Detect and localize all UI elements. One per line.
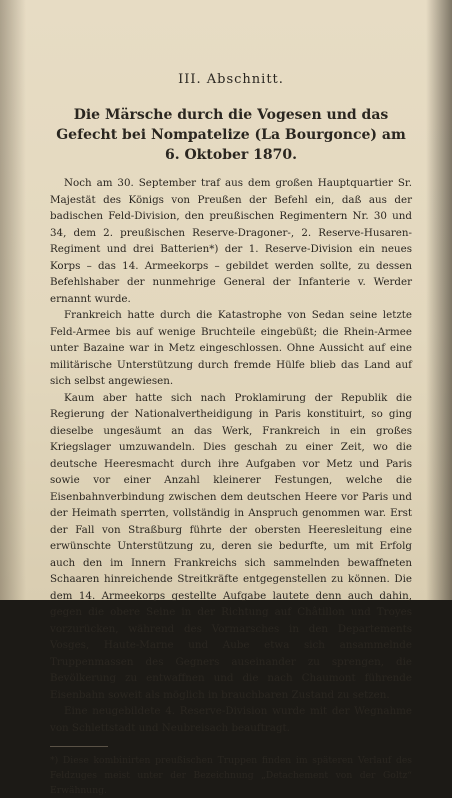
page-edge-shadow [426,0,452,600]
chapter-heading: Die Märsche durch die Vogesen und das Gefecht bei Nompatelize (La Bourgonce) am 6. Oktober 1870. [56,107,406,163]
paragraph: Kaum aber hatte sich nach Proklamirung der Republik die Regierung der Nationalvertheidigung in Paris konstituirt, so ging dieselbe ungesäumt an das Werk, Frankreich in ein großes Kriegslager umzuwandeln. Dies geschah zu einer Zeit, wo die deutsche Heeresmacht durch ihre Aufgaben vor Metz und Paris sowie vor einer Anzahl kleinerer Festungen, welche die Eisenbahnverbindung zwischen dem deutschen Heere vor Paris und der Heimath sperrten, vollständig in Anspruch genommen war. Erst der Fall von Straßburg führte der obersten Heeresleitung eine erwünschte Unterstützung zu, deren sie bedurfte, um mit Erfolg auch den im Innern Frankreichs sich sammelnden bewaffneten Schaaren hinreichende Streitkräfte entgegenstellen zu können. Die dem 14. Armeekorps gestellte Aufgabe lautete denn auch dahin, gegen die obere Seine in der Richtung auf Châtillon und Troyes vorzurücken, während des Vormarsches in den Departements Vosges, Haute-Marne und Aube etwa sich ansammelnde Truppenmassen des Gegners auseinander zu sprengen, die Bevölkerung zu entwaffnen und die nach Chaumont führende Eisenbahn soweit als möglich in brauchbaren Zustand zu setzen. [50,391,412,701]
paragraph: Eine neugebildete 4. Reserve-Division wurde mit der Wegnahme von Schlettstadt und Neubreisach beauftragt. [50,705,412,734]
page-content [50,72,412,798]
footnote: *) Diese kombinirten preußischen Truppen finden im späteren Verlauf des Feldzuges meist unter der Bezeichnung „Detachement von der Goltz“ Erwähnung. [50,755,412,796]
footnote-divider [50,746,108,747]
body-text [50,175,412,736]
page-gutter-shadow [0,0,26,600]
paragraph: Noch am 30. September traf aus dem großen Hauptquartier Sr. Majestät des Königs von Preußen der Befehl ein, daß aus der badischen Feld-Division, den preußischen Regimentern Nr. 30 und 34, dem 2. preußischen Reserve-Dragoner-, 2. Reserve-Husaren-Regiment und drei Batterien*) der 1. Reserve-Division ein neues Korps – das 14. Armeekorps – gebildet werden sollte, zu dessen Befehlshaber der nunmehrige General der Infanterie v. Werder ernannt wurde. [50,177,412,305]
section-title: III. Abschnitt. [178,72,284,87]
paragraph: Frankreich hatte durch die Katastrophe von Sedan seine letzte Feld-Armee bis auf wenige Bruchteile eingebüßt; die Rhein-Armee unter Bazaine war in Metz eingeschlossen. Ohne Aussicht auf eine militärische Unterstützung durch fremde Hülfe blieb das Land auf sich selbst angewiesen. [50,309,412,387]
